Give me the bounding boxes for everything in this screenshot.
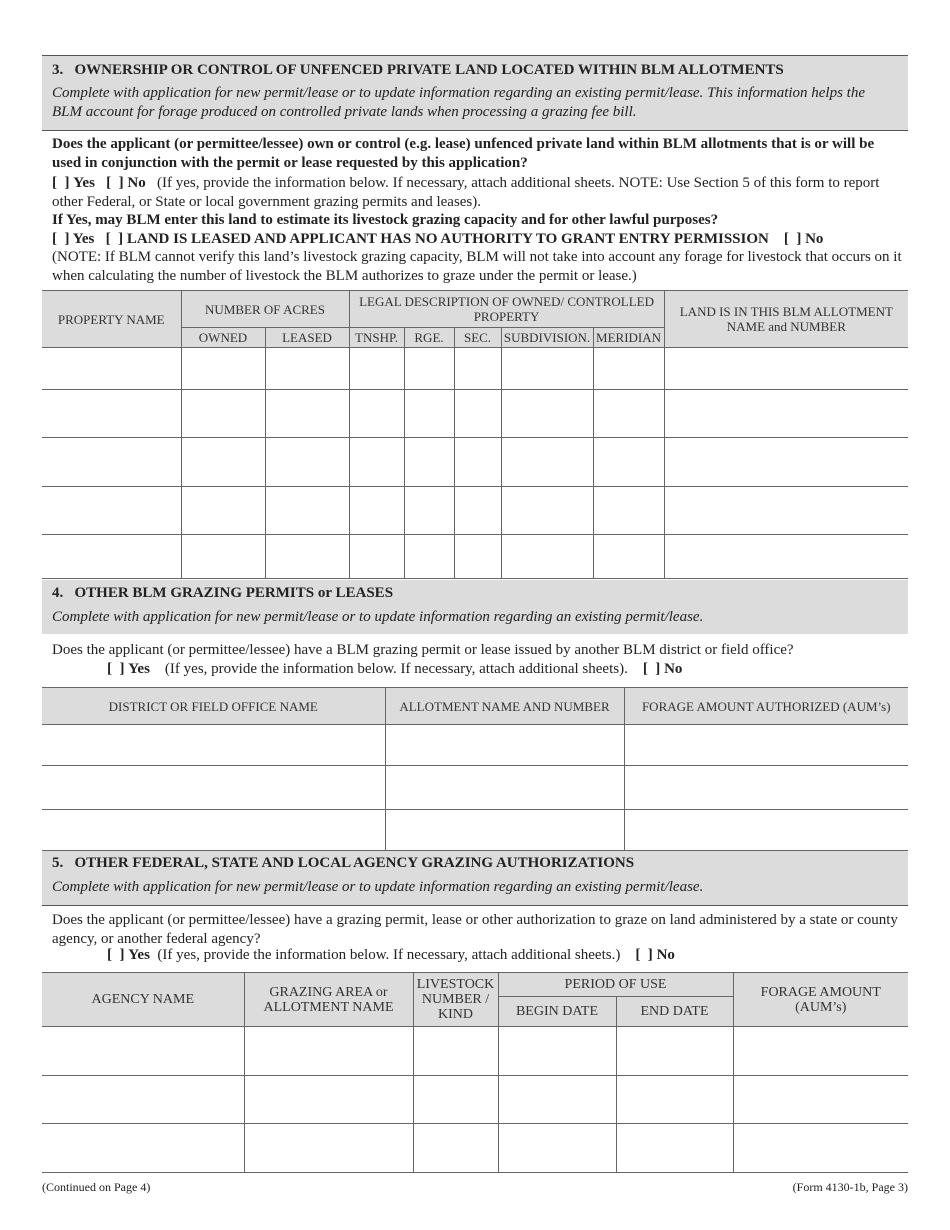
meridian-header: MERIDIAN	[593, 328, 664, 348]
period-of-use-header: PERIOD OF USE	[498, 973, 733, 997]
table-row	[42, 725, 908, 766]
section5-no-checkbox[interactable]: [ ]	[635, 947, 653, 963]
section3-question1: Does the applicant (or permittee/lessee) own or control (e.g. lease) unfenced private land within BLM allotments that is or will be used in conjunction with the permit or lease requested by this application?	[52, 136, 875, 171]
yes-checkbox[interactable]: [ ]	[52, 175, 70, 191]
end-date-header: END DATE	[616, 997, 733, 1027]
agency-name-header: AGENCY NAME	[42, 973, 244, 1027]
subdivision-header: SUBDIVISION.	[501, 328, 593, 348]
rge-header: RGE.	[404, 328, 454, 348]
forage-authorized-header: FORAGE AMOUNT AUTHORIZED (AUM’s)	[624, 688, 908, 725]
section3-table	[42, 290, 908, 579]
section3-question2: If Yes, may BLM enter this land to estimate its livestock grazing capacity and for other lawful purposes?	[52, 212, 719, 228]
table-row	[42, 1076, 908, 1124]
section4-no-label: No	[664, 661, 683, 677]
section3-q1-note: (If yes, provide the information below. If necessary, attach additional sheets. NOTE: Use Section 5 of this form to report other Federal, or State or local government grazing permits and leases).	[52, 175, 880, 210]
section4-no-checkbox[interactable]: [ ]	[642, 661, 661, 677]
grazing-area-header: GRAZING AREA or ALLOTMENT NAME	[244, 973, 413, 1027]
entry-yes-label: Yes	[72, 231, 95, 247]
entry-no-checkbox[interactable]: [ ]	[783, 231, 802, 247]
sec-header: SEC.	[454, 328, 501, 348]
section5-title: 5. OTHER FEDERAL, STATE AND LOCAL AGENCY GRAZING AUTHORIZATIONS	[52, 855, 635, 871]
no-label: No	[127, 175, 146, 191]
entry-yes-checkbox[interactable]: [ ]	[52, 231, 70, 247]
tnshp-header: TNSHP.	[349, 328, 404, 348]
footer-continued: (Continued on Page 4)	[42, 1180, 151, 1194]
section5-subtitle: Complete with application for new permit/lease or to update information regarding an existing permit/lease.	[52, 879, 704, 895]
footer-form-number: (Form 4130-1b, Page 3)	[792, 1180, 908, 1194]
section5-answers	[107, 946, 907, 965]
section4-question: Does the applicant (or permittee/lessee) have a BLM grazing permit or lease issued by another BLM district or field office?	[52, 642, 794, 658]
allotment-header: LAND IS IN THIS BLM ALLOTMENT NAME and NUMBER	[664, 291, 908, 348]
entry-leased-checkbox[interactable]: [ ]	[105, 231, 124, 247]
owned-header: OWNED	[181, 328, 265, 348]
section5-no-label: No	[656, 947, 675, 963]
leased-header: LEASED	[265, 328, 349, 348]
section4-subtitle: Complete with application for new permit/lease or to update information regarding an existing permit/lease.	[52, 609, 704, 625]
section3-title: 3. OWNERSHIP OR CONTROL OF UNFENCED PRIVATE LAND LOCATED WITHIN BLM ALLOTMENTS	[52, 62, 784, 78]
table-row	[42, 1124, 908, 1173]
section5-yes-label: Yes	[128, 947, 150, 963]
table-row	[42, 1027, 908, 1076]
table-row	[42, 348, 908, 390]
livestock-header: LIVESTOCK NUMBER / KIND	[413, 973, 498, 1027]
table-row	[42, 390, 908, 438]
table-row	[42, 487, 908, 535]
section5-table	[42, 972, 908, 1173]
number-of-acres-header: NUMBER OF ACRES	[181, 291, 349, 328]
section3-q2-answers	[52, 230, 902, 249]
section5-yes-checkbox[interactable]: [ ]	[107, 947, 125, 963]
district-header: DISTRICT OR FIELD OFFICE NAME	[42, 688, 385, 725]
section3-q2-note: (NOTE: If BLM cannot verify this land’s livestock grazing capacity, BLM will not take into account any forage for livestock that occurs on it when calculating the number of livestock the BLM authorizes to graze under the permit or lease.)	[52, 249, 902, 284]
entry-leased-label: LAND IS LEASED AND APPLICANT HAS NO AUTHORITY TO GRANT ENTRY PERMISSION	[126, 231, 769, 247]
table-row	[42, 438, 908, 487]
section3-rule	[42, 130, 908, 131]
yes-label: Yes	[73, 175, 95, 191]
allotment-name-header: ALLOTMENT NAME AND NUMBER	[385, 688, 624, 725]
entry-no-label: No	[805, 231, 824, 247]
section4-note: (If yes, provide the information below. If necessary, attach additional sheets).	[164, 661, 628, 677]
section5-rule	[42, 905, 908, 906]
section4-yes-text: Yes	[128, 661, 150, 677]
section3-subtitle: Complete with application for new permit/lease or to update information regarding an existing permit/lease. This information helps the BLM account for forage produced on controlled private lands when processing a grazing fee bill.	[52, 85, 866, 120]
table-row	[42, 535, 908, 579]
begin-date-header: BEGIN DATE	[498, 997, 616, 1027]
section5-note: (If yes, provide the information below. If necessary, attach additional sheets.)	[157, 947, 621, 963]
legal-description-header: LEGAL DESCRIPTION OF OWNED/ CONTROLLED PROPERTY	[349, 291, 664, 328]
table-row	[42, 810, 908, 851]
section4-answers	[107, 660, 907, 679]
property-name-header: PROPERTY NAME	[42, 291, 181, 348]
section4-yes-checkbox[interactable]: [ ]	[107, 661, 125, 677]
section5-question: Does the applicant (or permittee/lessee) have a grazing permit, lease or other authorization to graze on land administered by a state or county agency, or another federal agency?	[52, 912, 898, 947]
section4-table	[42, 687, 908, 851]
forage-amount-header: FORAGE AMOUNT (AUM’s)	[733, 973, 908, 1027]
section3-q1-answers	[52, 174, 902, 212]
section4-title: 4. OTHER BLM GRAZING PERMITS or LEASES	[52, 585, 394, 601]
no-checkbox[interactable]: [ ]	[106, 175, 124, 191]
table-row	[42, 766, 908, 810]
